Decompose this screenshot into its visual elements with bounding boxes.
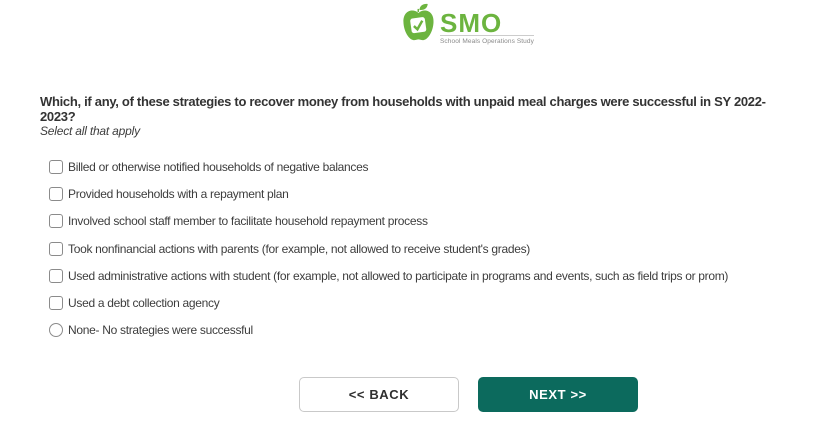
option-row[interactable] bbox=[49, 296, 728, 310]
option-row[interactable] bbox=[49, 242, 728, 256]
checkbox[interactable] bbox=[49, 296, 63, 310]
option-row[interactable] bbox=[49, 187, 728, 201]
option-row[interactable] bbox=[49, 269, 728, 283]
back-button[interactable]: << BACK bbox=[299, 377, 459, 412]
apple-logo-icon bbox=[398, 3, 438, 43]
checkbox[interactable] bbox=[49, 242, 63, 256]
radio-button[interactable] bbox=[49, 323, 63, 337]
option-label: Used administrative actions with student (for example, not allowed to participate in programs and events, such as field trips or prom) bbox=[68, 268, 729, 283]
logo-subtitle: School Meals Operations Study bbox=[440, 35, 534, 45]
logo bbox=[398, 3, 534, 45]
options-list bbox=[49, 160, 728, 350]
checkbox[interactable] bbox=[49, 187, 63, 201]
question-text: Which, if any, of these strategies to recover money from households with unpaid meal charges were successful in SY 2022-2023? bbox=[40, 94, 766, 124]
checkbox[interactable] bbox=[49, 269, 63, 283]
option-row[interactable] bbox=[49, 160, 728, 174]
option-label: Provided households with a repayment plan bbox=[68, 187, 289, 202]
option-label: None- No strategies were successful bbox=[68, 323, 253, 338]
checkbox[interactable] bbox=[49, 160, 63, 174]
option-row[interactable] bbox=[49, 323, 728, 337]
next-button[interactable]: NEXT >> bbox=[478, 377, 638, 412]
logo-text bbox=[440, 8, 534, 45]
checkbox[interactable] bbox=[49, 214, 63, 228]
option-label: Involved school staff member to facilitate household repayment process bbox=[68, 214, 428, 229]
option-label: Took nonfinancial actions with parents (for example, not allowed to receive student's grades) bbox=[68, 241, 530, 256]
option-label: Billed or otherwise notified households of negative balances bbox=[68, 160, 369, 174]
instruction-text: Select all that apply bbox=[40, 124, 140, 138]
option-label: Used a debt collection agency bbox=[68, 295, 220, 310]
option-row[interactable] bbox=[49, 214, 728, 228]
logo-title: SMO bbox=[440, 8, 503, 38]
